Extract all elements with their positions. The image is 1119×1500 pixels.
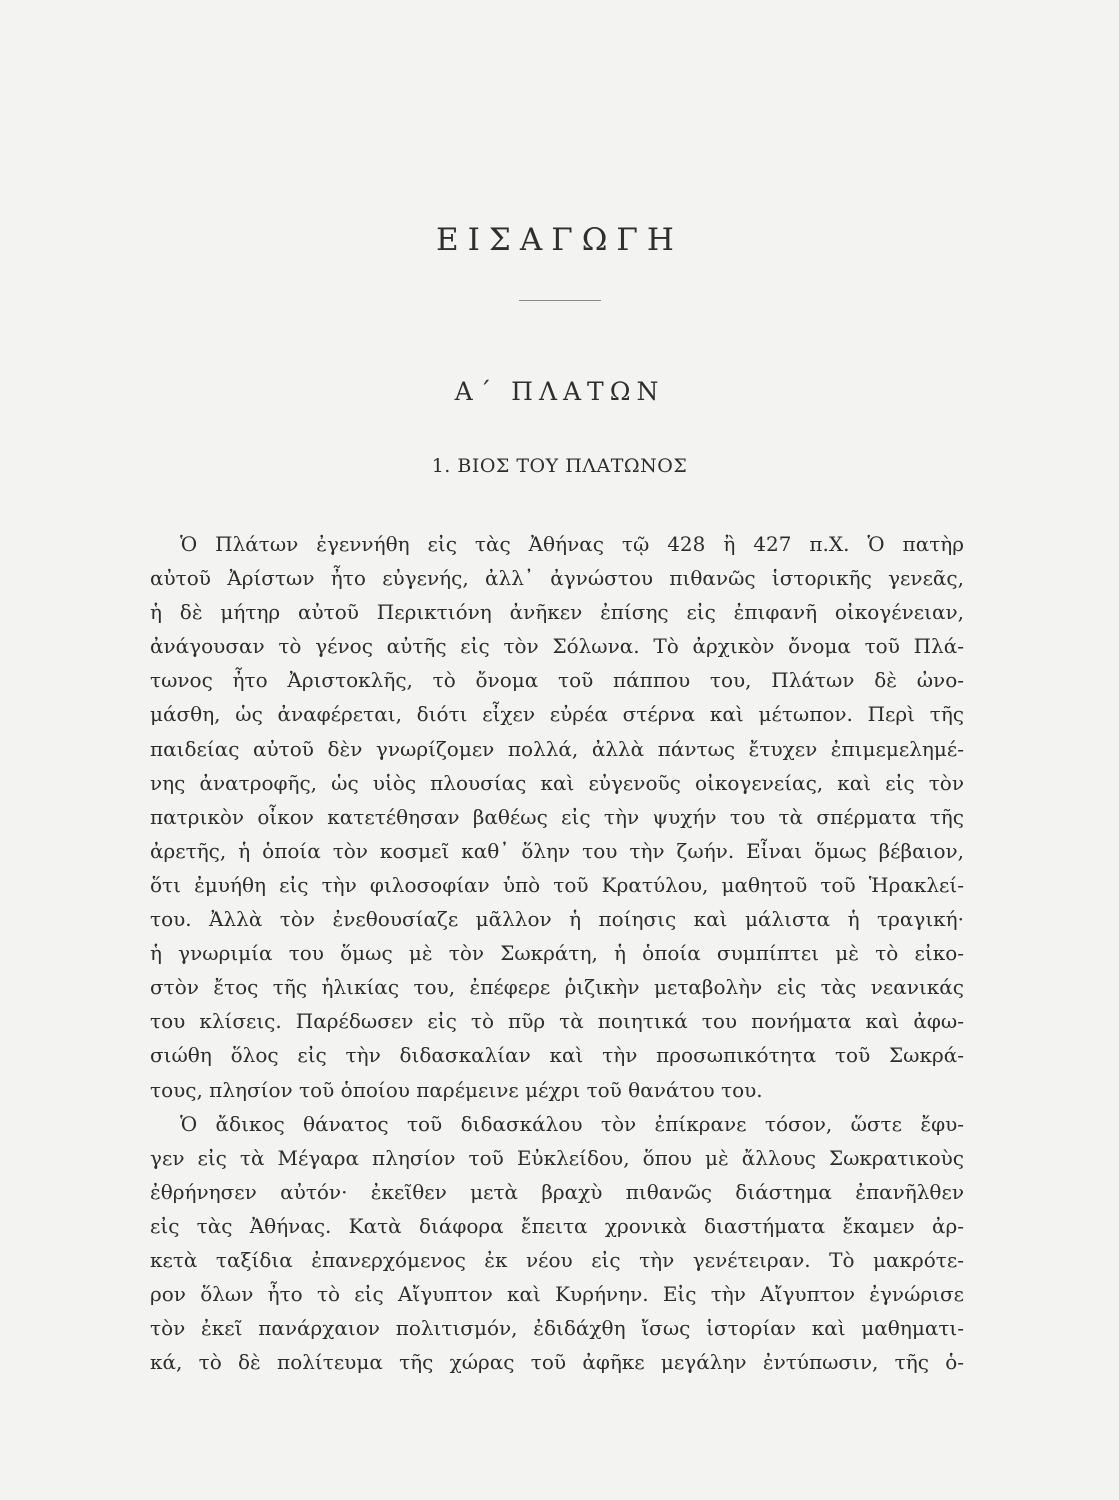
text-line: γεν εἰς τὰ Μέγαρα πλησίον τοῦ Εὐκλείδου, ὅπου μὲ ἄλλους Σωκρατικοὺς	[150, 1145, 964, 1170]
text-line: εἰς τὰς Ἀθήνας. Κατὰ διάφορα ἔπειτα χρονικὰ διαστήματα ἔκαμεν ἀρ-	[150, 1213, 964, 1238]
text-line: μάσθη, ὡς ἀναφέρεται, διότι εἶχεν εὐρέα στέρνα καὶ μέτωπον. Περὶ τῆς	[150, 702, 964, 727]
text-line: ἐθρήνησεν αὐτόν· ἐκεῖθεν μετὰ βραχὺ πιθανῶς διάστημα ἐπανῆλθεν	[150, 1179, 964, 1204]
text-line: Ὁ ἄδικος θάνατος τοῦ διδασκάλου τὸν ἐπίκρανε τόσον, ὥστε ἔφυ-	[180, 1111, 964, 1136]
text-line: παιδείας αὐτοῦ δὲν γνωρίζομεν πολλά, ἀλλὰ πάντως ἔτυχεν ἐπιμεμελημέ-	[150, 736, 964, 761]
text-line: στὸν ἔτος τῆς ἡλικίας του, ἐπέφερε ῥιζικὴν μεταβολὴν εἰς τὰς νεανικάς	[150, 975, 964, 1000]
title-divider	[519, 300, 601, 301]
text-line: ρον ὅλων ἦτο τὸ εἰς Αἴγυπτον καὶ Κυρήνην. Εἰς τὴν Αἴγυπτον ἐγνώρισε	[150, 1282, 964, 1307]
text-line: κά, τὸ δὲ πολίτευμα τῆς χώρας τοῦ ἀφῆκε μεγάλην ἐντύπωσιν, τῆς ὁ-	[150, 1350, 964, 1375]
text-line: τους, πλησίον τοῦ ὁποίου παρέμεινε μέχρι τοῦ θανάτου του.	[150, 1077, 763, 1102]
text-line: ἀνάγουσαν τὸ γένος αὐτῆς εἰς τὸν Σόλωνα. Τὸ ἀρχικὸν ὄνομα τοῦ Πλά-	[150, 634, 964, 659]
text-line: τὸν ἐκεῖ πανάρχαιον πολιτισμόν, ἐδιδάχθη ἴσως ἱστορίαν καὶ μαθηματι-	[150, 1316, 964, 1341]
chapter-title: ΕΙΣΑΓΩΓΗ	[436, 222, 683, 258]
text-line: αὐτοῦ Ἀρίστων ἦτο εὐγενής, ἀλλ᾽ ἀγνώστου πιθανῶς ἱστορικῆς γενεᾶς,	[150, 566, 964, 591]
text-line: κετὰ ταξίδια ἐπανερχόμενος ἐκ νέου εἰς τὴν γενέτειραν. Τὸ μακρότε-	[150, 1247, 964, 1272]
section-title: 1. ΒΙΟΣ ΤΟΥ ΠΛΑΤΩΝΟΣ	[431, 455, 688, 477]
text-line: ἡ γνωριμία του ὅμως μὲ τὸν Σωκράτη, ἡ ὁποία συμπίπτει μὲ τὸ εἰκο-	[150, 941, 964, 966]
text-line: νης ἀνατροφῆς, ὡς υἱὸς πλουσίας καὶ εὐγενοῦς οἰκογενείας, καὶ εἰς τὸν	[150, 770, 964, 795]
text-line: Ὁ Πλάτων ἐγεννήθη εἰς τὰς Ἀθήνας τῷ 428 ἢ 427 π.Χ. Ὁ πατὴρ	[180, 532, 964, 556]
text-line: σιώθη ὅλος εἰς τὴν διδασκαλίαν καὶ τὴν προσωπικότητα τοῦ Σωκρά-	[150, 1043, 964, 1068]
body-text	[150, 527, 964, 1379]
text-line: ὅτι ἐμυήθη εἰς τὴν φιλοσοφίαν ὑπὸ τοῦ Κρατύλου, μαθητοῦ τοῦ Ἡρακλεί-	[150, 872, 964, 897]
text-line: του. Ἀλλὰ τὸν ἐνεθουσίαζε μᾶλλον ἡ ποίησις καὶ μάλιστα ἡ τραγική·	[150, 907, 964, 932]
text-line: πατρικὸν οἶκον κατετέθησαν βαθέως εἰς τὴν ψυχήν του τὰ σπέρματα τῆς	[150, 804, 964, 829]
text-line: ἡ δὲ μήτηρ αὐτοῦ Περικτιόνη ἀνῆκεν ἐπίσης εἰς ἐπιφανῆ οἰκογένειαν,	[150, 600, 964, 625]
part-title: Α΄ ΠΛΑΤΩΝ	[454, 377, 665, 406]
text-line: του κλίσεις. Παρέδωσεν εἰς τὸ πῦρ τὰ ποιητικά του πονήματα καὶ ἀφω-	[150, 1009, 964, 1034]
text-line: τωνος ἦτο Ἀριστοκλῆς, τὸ ὄνομα τοῦ πάππου του, Πλάτων δὲ ὠνο-	[150, 668, 964, 693]
text-line: ἀρετῆς, ἡ ὁποία τὸν κοσμεῖ καθ᾽ ὅλην του τὴν ζωήν. Εἶναι ὅμως βέβαιον,	[150, 838, 964, 863]
